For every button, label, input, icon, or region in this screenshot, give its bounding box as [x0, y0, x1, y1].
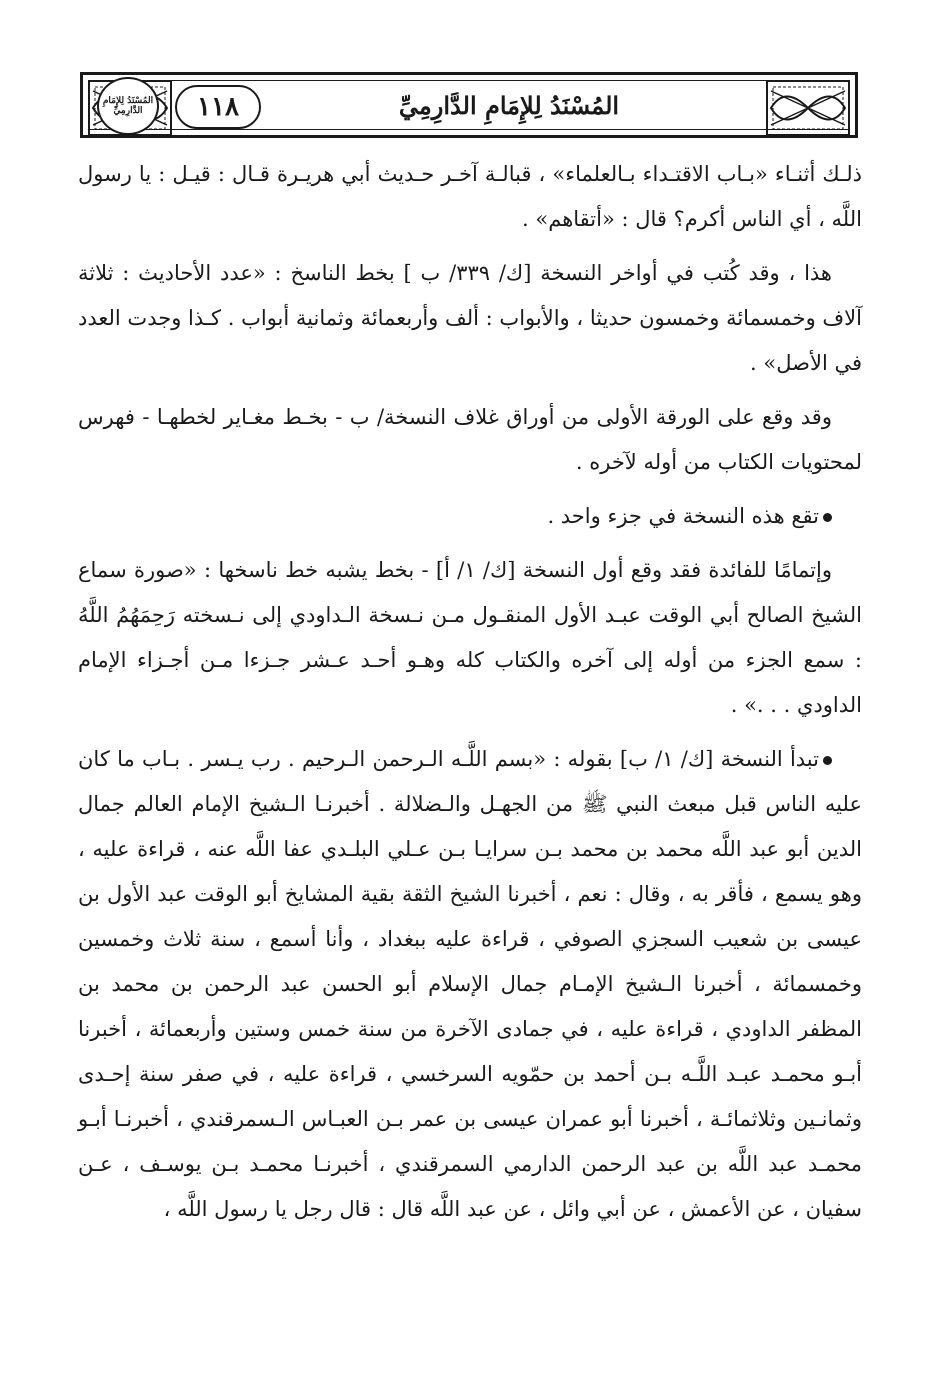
bullet-icon — [823, 756, 832, 765]
paragraph — [78, 548, 862, 728]
page-number-badge — [175, 85, 261, 129]
paragraph — [78, 152, 862, 242]
paragraph — [78, 395, 862, 485]
paragraph-text: هذا ، وقد كُتب في أواخر النسخة [ك/ ٣٣٩/ ب ] بخط الناسخ : «عدد الأحاديث : ثلاثة آلاف وخمسمائة وخمسون حديثا ، والأبواب : ألف وأربعمائة وثمانية أبواب . كـذا وجدت العدد في الأصل» . — [78, 261, 862, 375]
paragraph-text: تقع هذه النسخة في جزء واحد . — [547, 504, 819, 528]
bullet-icon — [823, 513, 832, 522]
page-number: ١١٨ — [197, 92, 239, 122]
book-seal-emblem — [97, 77, 159, 135]
seal-text: المُسْنَدُ لِلإِمَامِ الدَّارِمِيِّ — [102, 96, 154, 116]
bullet-paragraph — [78, 494, 862, 539]
page-header-banner — [80, 72, 858, 138]
paragraph-text: ذلـك أثنـاء «بـاب الاقتـداء بـالعلماء» ، قبالـة آخـر حـديث أبي هريـرة قـال : قيـل : يا رسول اللَّه ، أي الناس أكرم؟ قال : «أتقاهم» . — [78, 162, 862, 231]
running-title — [263, 83, 755, 127]
running-title-text: المُسْنَدُ لِلإِمَامِ الدَّارِمِيِّ — [398, 90, 620, 120]
paragraph-text: وإتمامًا للفائدة فقد وقع أول النسخة [ك/ ١/ أ] - بخط يشبه خط ناسخها : «صورة سماع الشيخ الصالح أبي الوقت عبـد الأول المنقـول مـن نـسخة الـداودي إلى نـسخته رَحِمَهُمُ اللَّهُ : سمع الجزء من أوله إلى آخره والكتاب كله وهـو أحـد عـشر جـزءا مـن أجـزاء الإمام الداودي . . .» . — [78, 558, 862, 717]
paragraph — [78, 251, 862, 386]
ornament-knot-right-icon — [765, 79, 851, 137]
paragraph-text: وقد وقع على الورقة الأولى من أوراق غلاف النسخة/ ب - بخـط مغـاير لخطهـا - فهرس لمحتويات الكتاب من أوله لآخره . — [78, 405, 862, 474]
page-body — [78, 152, 862, 1241]
bullet-paragraph — [78, 737, 862, 1232]
paragraph-text: تبدأ النسخة [ك/ ١/ ب] بقوله : «بسم اللَّـه الـرحمن الـرحيم . رب يـسر . بـاب ما كان عليه الناس قبل مبعث النبي ﷺ من الجهـل والـضلالة . أخبرنـا الـشيخ الإمام العالم جمال الدين أبو عبد اللَّه محمد بن محمد بـن سرايـا بـن عـلي البلـدي عفا اللَّه عنه ، قراءة عليه ، وهو يسمع ، فأقر به ، وقال : نعم ، أخبرنا الشيخ الثقة بقية المشايخ أبو الوقت عبد الأول بن عيسى بن شعيب السجزي الصوفي ، قراءة عليه ببغداد ، وأنا أسمع ، سنة ثلاث وخمسين وخمسمائة ، أخبرنا الـشيخ الإمـام جمال الإسلام أبو الحسن عبد الرحمن بن محمد بن المظفر الداودي ، قراءة عليه ، في جمادى الآخرة من سنة خمس وستين وأربعمائة ، أخبرنا أبـو محمـد عبـد اللَّـه بـن أحمد بن حمّويه السرخسي ، قراءة عليه ، في صفر سنة إحـدى وثمانـين وثلاثمائـة ، أخبرنا أبو عمران عيسى بن عمر بـن العبـاس الـسمرقندي ، أخبرنـا أبـو محمـد عبد اللَّه بن عبد الرحمن الدارمي السمرقندي ، أخبرنـا محمـد بـن يوسـف ، عـن سفيان ، عن الأعمش ، عن أبي وائل ، عن عبد اللَّه قال : قال رجل يا رسول اللَّه ، — [78, 747, 862, 1221]
